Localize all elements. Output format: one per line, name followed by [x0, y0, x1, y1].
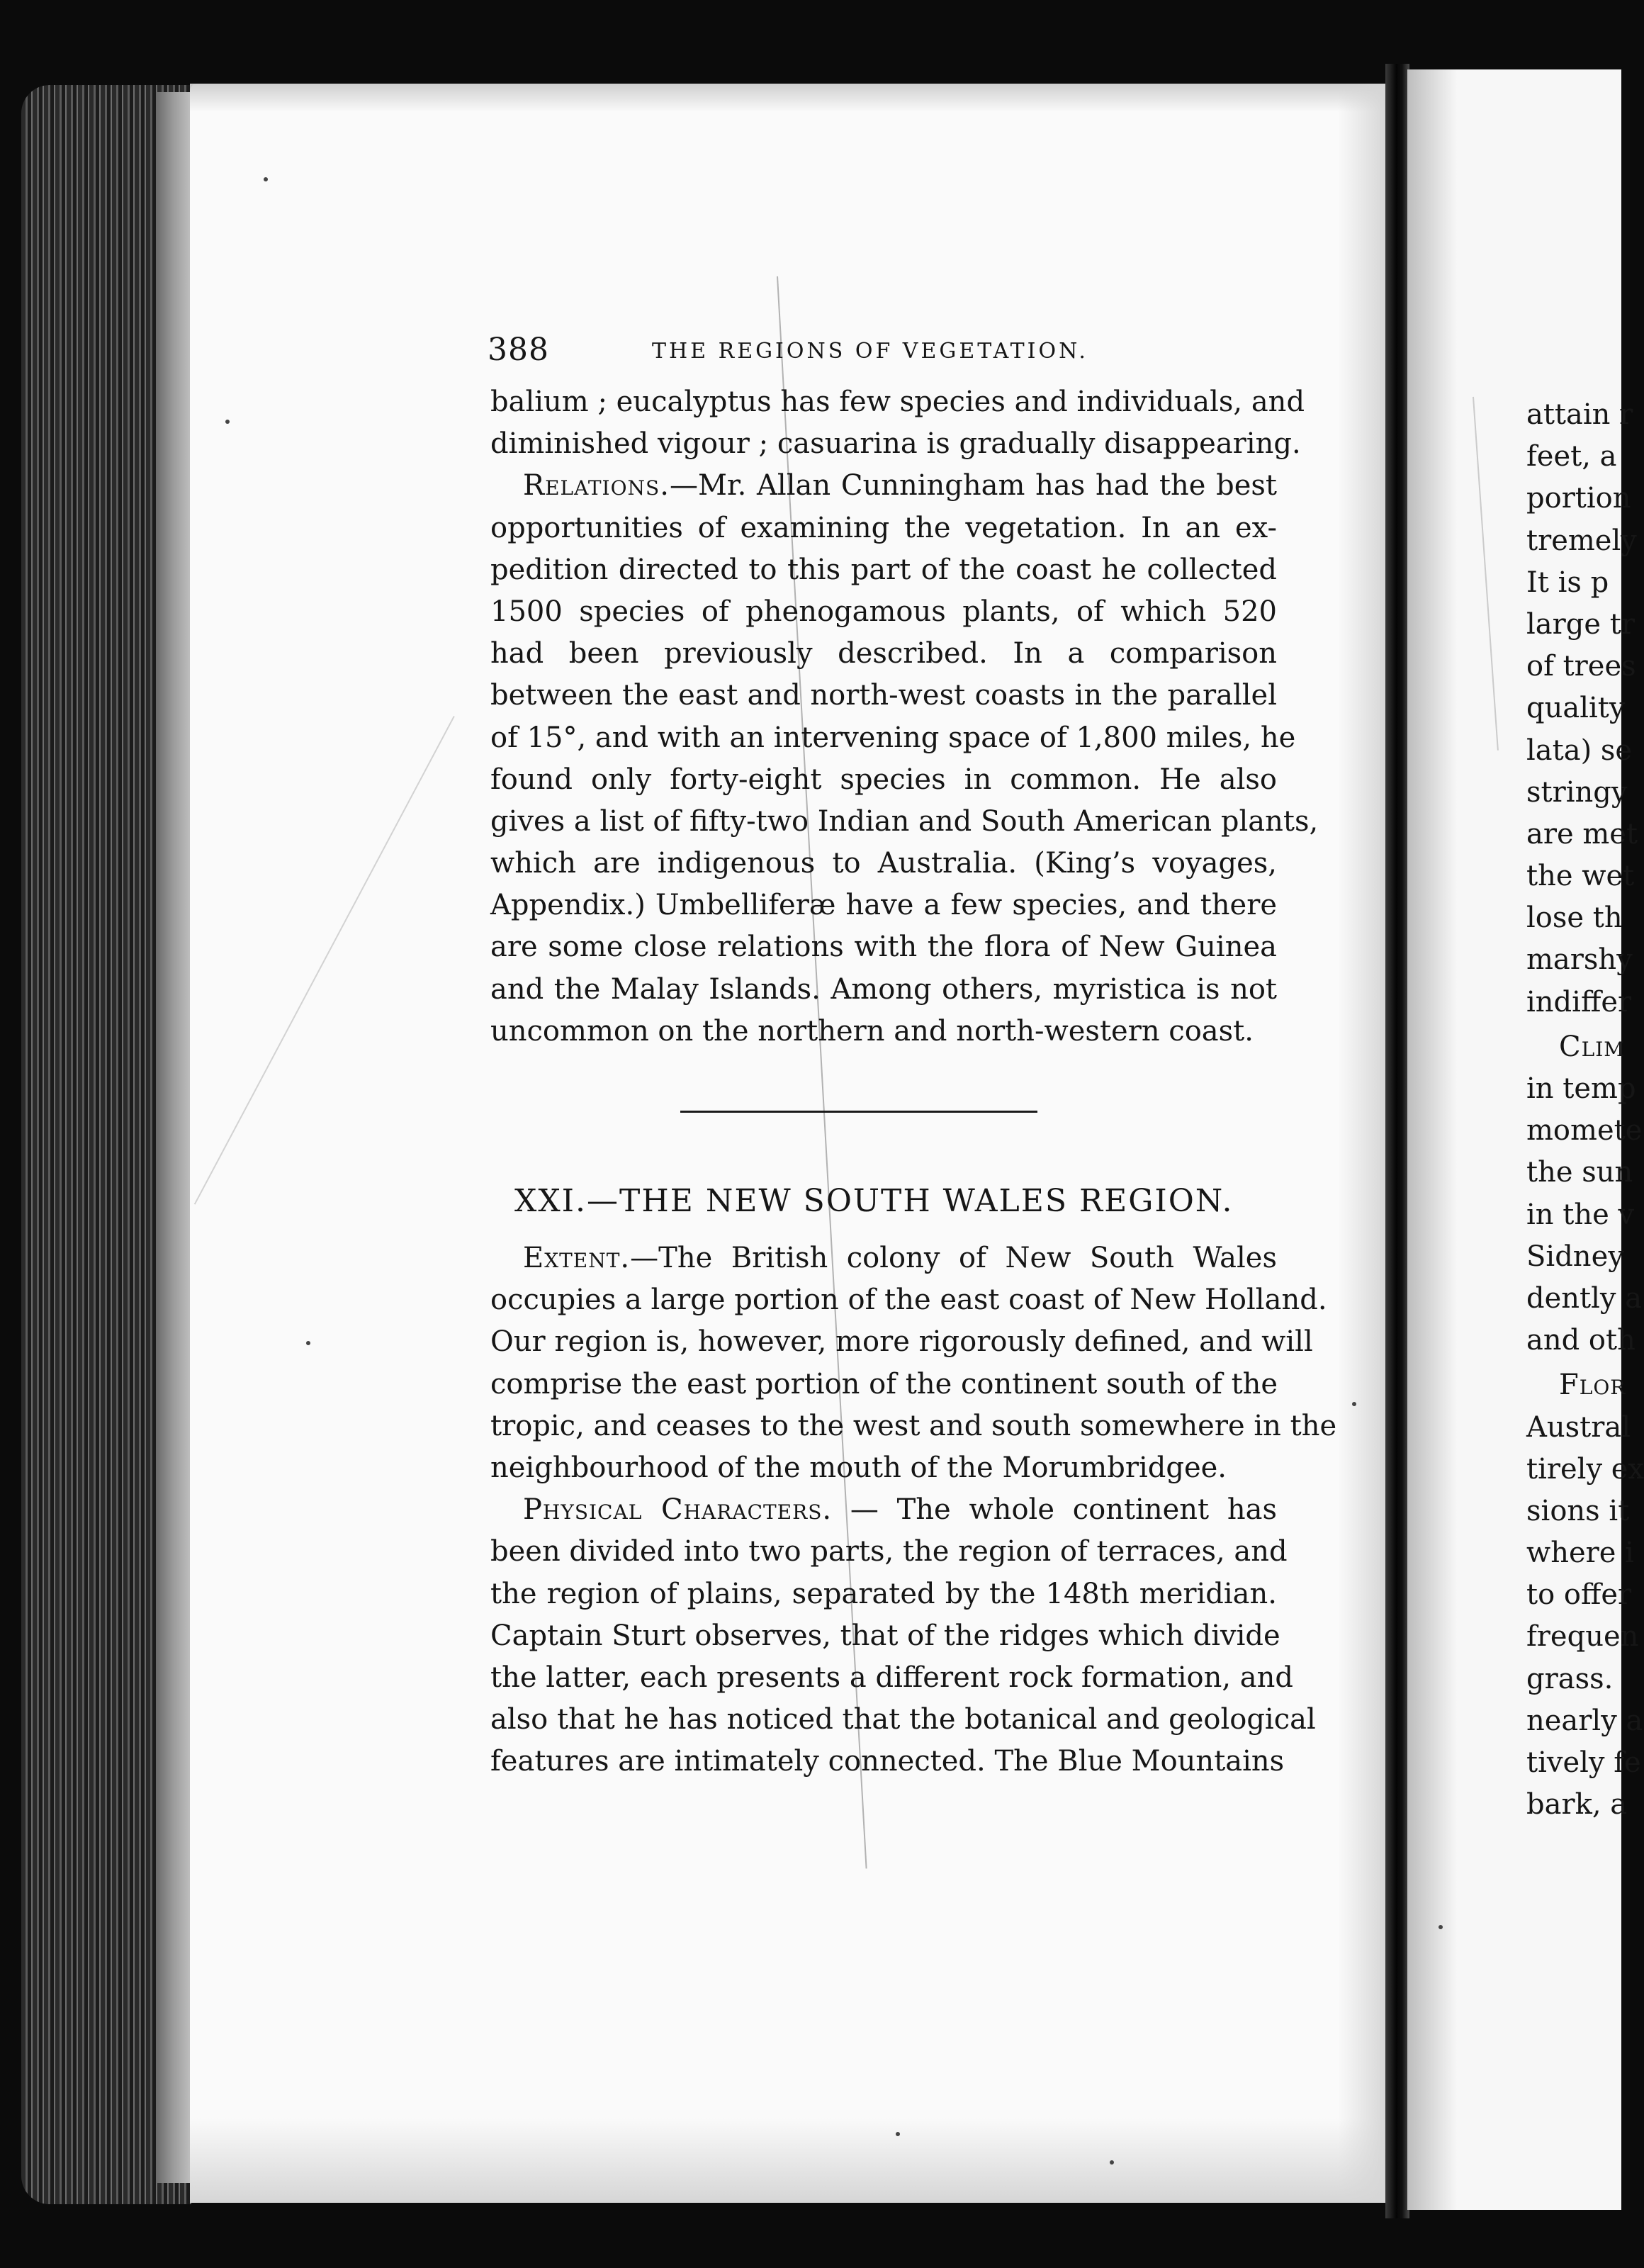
right-text-fragment: Clim	[1559, 1030, 1625, 1063]
text-run: between the east and north-west coasts in the parallel	[490, 679, 1277, 712]
page-shadow-gutter	[1338, 84, 1387, 2203]
text-line	[490, 843, 1277, 885]
right-text-fragment: Flor	[1559, 1369, 1626, 1402]
right-text-fragment: Sidney	[1526, 1240, 1624, 1273]
text-run: found only forty-eight species in common. He also	[490, 763, 1277, 796]
text-line	[490, 423, 1301, 465]
text-run: also that he has noticed that the botanical and geological	[490, 1703, 1316, 1736]
paragraph-run-in-heading: Extent.	[523, 1242, 631, 1274]
page-number: 388	[488, 332, 549, 368]
text-line	[490, 1489, 1277, 1531]
right-text-fragment: large tr	[1526, 607, 1635, 641]
right-text-fragment: feet, a	[1526, 440, 1617, 473]
text-run: —Mr. Allan Cunningham has had the best	[669, 469, 1277, 503]
text-line	[490, 549, 1277, 591]
text-run: been divided into two parts, the region of terraces, and	[490, 1535, 1288, 1568]
right-page-text	[1526, 394, 1644, 1826]
text-line	[490, 1011, 1277, 1052]
paragraph-run-in-heading: Relations.	[523, 469, 670, 503]
text-line	[490, 591, 1277, 633]
right-text-fragment: bark, a	[1526, 1788, 1628, 1821]
text-run: gives a list of fifty-two Indian and South American plants,	[490, 804, 1319, 838]
text-line	[490, 1321, 1313, 1363]
text-line	[490, 1657, 1294, 1699]
speck	[306, 1341, 310, 1345]
text-run: Our region is, however, more rigorously defined, and will	[490, 1325, 1313, 1359]
right-text-fragment: indiffer	[1526, 985, 1632, 1018]
text-line	[490, 1573, 1277, 1615]
speck	[264, 177, 268, 181]
speck	[1110, 2160, 1114, 2165]
right-text-fragment: grass.	[1526, 1662, 1614, 1695]
right-text-fragment: Austral	[1526, 1410, 1631, 1444]
text-line	[490, 675, 1277, 717]
text-run: diminished vigour ; casuarina is gradually disappearing.	[490, 427, 1301, 461]
text-line	[490, 465, 1277, 507]
speck	[1438, 1925, 1443, 1929]
speck	[1352, 1402, 1356, 1406]
section-divider	[680, 1111, 1037, 1113]
text-run: are some close relations with the flora of New Guinea	[490, 931, 1277, 964]
paragraphs-new-south-wales	[490, 1237, 1337, 1783]
text-run: pedition directed to this part of the coast he collected	[490, 553, 1277, 586]
right-text-fragment: are met	[1526, 817, 1638, 850]
right-text-fragment: sions it	[1526, 1494, 1630, 1527]
text-run: balium ; eucalyptus has few species and individuals, and	[490, 386, 1305, 418]
text-line	[490, 1364, 1277, 1405]
speck	[225, 420, 230, 424]
text-run: Appendix.) Umbelliferæ have a few species, and there	[490, 889, 1277, 922]
right-text-fragment: the sun	[1526, 1156, 1633, 1189]
right-text-fragment: in the v	[1526, 1198, 1635, 1231]
text-line	[490, 1405, 1337, 1447]
text-run: of 15°, and with an intervening space of 1,800 miles, he	[490, 721, 1296, 754]
text-run: opportunities of examining the vegetation. In an ex-	[490, 511, 1277, 544]
speck	[896, 2132, 900, 2136]
text-run: the region of plains, separated by the 148th meridian.	[490, 1577, 1277, 1610]
text-line	[490, 381, 1305, 423]
paragraph-run-in-heading: Physical Characters.	[523, 1493, 833, 1527]
section-heading: XXI.—THE NEW SOUTH WALES REGION.	[514, 1183, 1234, 1219]
page-shadow-top	[190, 84, 1387, 112]
text-run: comprise the east portion of the continent south of the	[490, 1367, 1278, 1400]
right-text-fragment: lose th	[1526, 902, 1623, 935]
text-line	[490, 1531, 1288, 1573]
right-text-fragment: the wet	[1526, 860, 1635, 893]
right-text-fragment: attain r	[1526, 398, 1633, 431]
right-text-fragment: frequen	[1526, 1620, 1639, 1654]
text-line	[490, 717, 1296, 759]
text-line	[490, 885, 1277, 926]
right-text-fragment: tively fe	[1526, 1746, 1641, 1779]
text-line	[490, 969, 1277, 1011]
text-line	[490, 1237, 1277, 1279]
page-shadow-bottom	[190, 2118, 1387, 2203]
text-run: tropic, and ceases to the west and south somewhere in the	[490, 1409, 1337, 1442]
text-line	[490, 633, 1277, 675]
right-text-fragment: stringy	[1526, 775, 1628, 809]
right-text-fragment: dently a	[1526, 1281, 1643, 1315]
text-line	[490, 507, 1277, 549]
right-text-fragment: lata) se	[1526, 734, 1633, 767]
text-line	[490, 1447, 1277, 1489]
text-line	[490, 926, 1277, 968]
text-line	[490, 759, 1277, 801]
running-head	[490, 332, 1277, 381]
right-text-fragment: momete	[1526, 1114, 1643, 1147]
text-line	[490, 1741, 1285, 1783]
text-run: which are indigenous to Australia. (King’s voyages,	[490, 847, 1277, 880]
right-text-fragment: tirely ex	[1526, 1452, 1644, 1486]
right-text-fragment: nearly a	[1526, 1704, 1643, 1737]
text-run: 1500 species of phenogamous plants, of which 520	[490, 595, 1277, 628]
text-run: the latter, each presents a different rock formation, and	[490, 1661, 1294, 1694]
book-gutter	[1385, 64, 1409, 2218]
paragraphs-relations	[490, 381, 1319, 1052]
text-run: and the Malay Islands. Among others, myristica is not	[490, 972, 1277, 1006]
text-run: neighbourhood of the mouth of the Morumbridgee.	[490, 1451, 1227, 1484]
right-text-fragment: It is p	[1526, 566, 1609, 599]
right-text-fragment: marshy	[1526, 943, 1633, 977]
text-run: —The British colony of New South Wales	[630, 1242, 1277, 1274]
right-text-fragment: quality	[1526, 692, 1626, 725]
text-run: — The whole continent has	[832, 1493, 1277, 1527]
text-run: Captain Sturt observes, that of the ridges which divide	[490, 1619, 1280, 1652]
text-line	[490, 801, 1319, 843]
right-text-fragment: to offer	[1526, 1578, 1632, 1612]
right-text-fragment: and oth	[1526, 1324, 1635, 1357]
text-run: had been previously described. In a comparison	[490, 637, 1277, 670]
text-run: occupies a large portion of the east coast of New Holland.	[490, 1284, 1327, 1317]
left-page-text	[488, 332, 1337, 1783]
text-line	[490, 1615, 1280, 1657]
right-text-fragment: portion	[1526, 482, 1631, 515]
right-text-fragment: of trees	[1526, 650, 1636, 683]
right-page-shadow	[1407, 69, 1457, 2210]
text-run: uncommon on the northern and north-western coast.	[490, 1014, 1254, 1048]
right-text-fragment: in temp	[1526, 1072, 1636, 1105]
text-line	[490, 1279, 1327, 1321]
text-run: features are intimately connected. The Blue Mountains	[490, 1745, 1285, 1778]
running-head-title: THE REGIONS OF VEGETATION.	[652, 339, 1088, 364]
right-text-fragment: tremely	[1526, 524, 1637, 557]
right-text-fragment: where i	[1526, 1537, 1634, 1570]
text-line	[490, 1699, 1316, 1741]
